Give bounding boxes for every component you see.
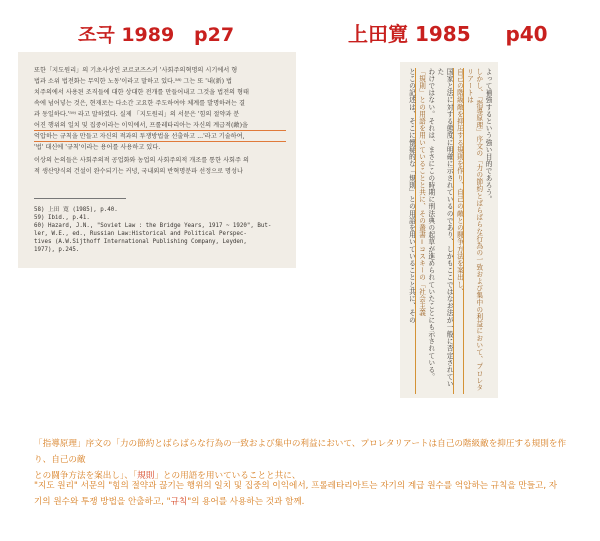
japanese-scanned-page (400, 62, 498, 398)
japanese-column-highlighted: 「規則」との用語を用いていることと共に、その叢書＝コスキーの「社会主義 (415, 68, 425, 394)
korean-line-underlined: 억압하는 규칙을 만들고 자신의 적과의 투쟁방법을 선출하고 ...'라고 기술하여, (34, 132, 286, 142)
korean-translation-note (34, 478, 574, 510)
korean-translation-line-2 (34, 494, 574, 510)
heading-japanese-source: 上田寛 1985 p40 (348, 22, 548, 46)
japanese-column: 国家と法に対する態度に明確に示されているのであり、しかもここではなお法が一般に否定されていた (435, 68, 454, 388)
footnote: 1977), p.245. (34, 247, 80, 253)
korean-scanned-page (18, 52, 296, 268)
footnote: 60) Hazard, J.N., "Soviet Law : the Bridge Years, 1917 ~ 1920", But- (34, 223, 272, 229)
footnote: tives (A.W.Sijthoff International Publishing Company, Leyden, (34, 239, 247, 245)
korean-emphasis-term: 규칙 (170, 497, 188, 507)
japanese-column: よって補強するという強い目的であろう。 (484, 68, 492, 203)
japanese-excerpt-note (34, 436, 574, 484)
japanese-column: わけではない。それは、まさにこの時期に刑法典の起草が進められていたことにも示されている。 (426, 68, 435, 381)
korean-line: 속에 넘어넣는 것은, 현재로는 다소간 고요한 주도하여야 체계를 발명하려는 결 (34, 100, 245, 107)
korean-line: '법' 대신에 '규칙'이라는 용어를 사용하고 있다. (34, 144, 161, 151)
japanese-emphasis-term: 規則 (137, 471, 155, 481)
japanese-excerpt-text: との闘争方法を案出し」、「 (34, 471, 138, 481)
japanese-excerpt-text: 」との用語を用いていることと共に、 (154, 471, 301, 481)
korean-translation-text: "의 용어를 사용하는 것과 함께. (187, 497, 305, 507)
korean-line-underlined: 어진 행위의 일치 및 집중이라는 이익에서, 프롤레타리아는 자신의 계급적(敵)을 (34, 121, 286, 131)
korean-line: 과 동일하다.'⁵⁹⁾ 라고 말하였다. 실제 「지도원리」의 서문은 '힘의 절약과 분 (34, 111, 240, 118)
footnote-rule (34, 198, 126, 199)
heading-korean-source: 조국 1989 p27 (78, 24, 235, 46)
footnote: ler, W.E., ed., Russian Law:Historical and Political Perspec- (34, 231, 247, 237)
japanese-column: とこの記述は、そこに懐疑的な「規則」との用語を用いていることと共に、その (407, 68, 416, 324)
korean-line: 이상의 논의들은 사회주의적 공업화와 농업의 사회주의적 개조를 통한 사회주 의 (34, 157, 249, 164)
korean-line: 적 생산양식의 건설이 완수되기는 커녕, 국내외의 반혁명분파 선정으로 명성나 (34, 168, 243, 175)
korean-translation-line-1: "지도 원리" 서문의 "힘의 절약과 끊기는 행위의 일치 및 집중의 이익에서, 프롤레타리아트는 자기의 계급 원수를 억압하는 규칙을 만들고, 자 (34, 481, 558, 491)
korean-line: 또한「지도원리」의 기초사상인 코르코즈스키 '사회주의혁명의 시기에서 형 (34, 67, 238, 74)
korean-line: 법과 소위 법전화는 무익한 노동'이라고 말하고 있다.⁵⁸⁾ 그는 또 '내(新) 법 (34, 78, 232, 85)
japanese-vertical-text (406, 68, 492, 394)
korean-line: 치주의에서 사용된 조직들에 대한 상대한 전개를 만들어내고 그것을 법전의 형태 (34, 89, 249, 96)
japanese-column-highlighted: 自己の階級敵を抑圧する規則を作り、自己の敵との闘争方法を案出し、 (453, 68, 463, 394)
japanese-excerpt-line-1: 「指導原理」序文の「力の節約とばらばらな行為の一致および集中の利益において、プロレタリアートは自己の階級敵を抑圧する規則を作り、自己の敵 (34, 439, 567, 465)
korean-translation-text: 기의 원수와 투쟁 방법을 안출하고, " (34, 497, 171, 507)
japanese-column-highlighted: しかし、「指導原理」序文の「力の節約とばらばらな行為の一致および集中の利益において、プロレタリアートは (463, 68, 482, 394)
footnote: 59) Ibid., p.41. (34, 215, 90, 221)
footnote: 58) 上田 寛 (1985), p.40. (34, 207, 118, 213)
